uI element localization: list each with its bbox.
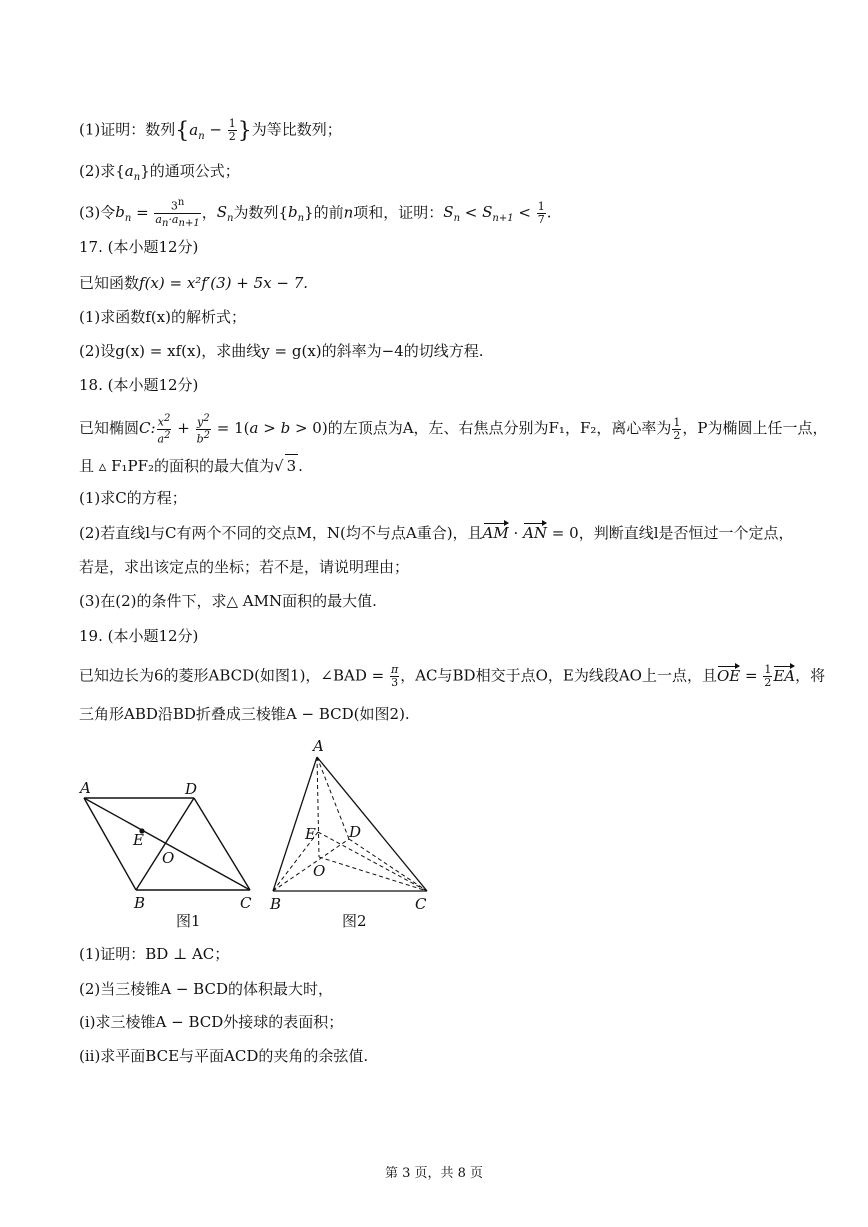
q19-part2: (2)当三棱锥A − BCD的体积最大时， bbox=[79, 980, 333, 998]
q18-header: 18. (本小题12分) bbox=[79, 376, 199, 394]
edge-AB bbox=[273, 757, 317, 891]
q19-part2-ii: (ii)求平面BCE与平面ACD的夹角的余弦值. bbox=[79, 1047, 369, 1065]
diagonal-BD bbox=[136, 798, 194, 890]
diagonal-AC bbox=[84, 798, 250, 890]
label-E: E bbox=[133, 831, 144, 849]
label-C: C bbox=[415, 895, 427, 913]
edge-DC bbox=[349, 839, 427, 891]
label-D: D bbox=[349, 823, 362, 841]
q18-part1: (1)求C的方程； bbox=[79, 489, 187, 507]
label-A: A bbox=[80, 779, 91, 797]
figure-2-caption: 图2 bbox=[342, 912, 367, 930]
q19-stem-line2: 三角形ABD沿BD折叠成三棱锥A − BCD(如图2). bbox=[79, 705, 410, 723]
label-D: D bbox=[185, 780, 198, 798]
label-B: B bbox=[134, 894, 146, 912]
label-C: C bbox=[240, 894, 252, 912]
q18-part2-cont: 若是，求出该定点的坐标；若不是，请说明理由； bbox=[79, 558, 410, 576]
segment-OC bbox=[319, 857, 427, 891]
label-B: B bbox=[270, 895, 282, 913]
q19-part1: (1)证明：BD ⊥ AC； bbox=[79, 945, 230, 963]
q19-stem: 已知边长为6的菱形ABCD(如图1)，∠BAD = $\frac{\pi}{3}$ ，AC与BD相交于点O，E为线段AO上一点，且OE = $\frac{1}{2}$ EA，将 bbox=[79, 663, 826, 689]
q16-part1: (1)证明：数列{$a_n$ − $\frac{1}{2}$ }为等比数列； bbox=[79, 117, 342, 144]
label-O: O bbox=[313, 862, 326, 880]
figure-2-pyramid bbox=[265, 735, 440, 915]
edge-AD bbox=[317, 757, 349, 839]
q19-part2-i: (i)求三棱锥A − BCD外接球的表面积； bbox=[79, 1013, 344, 1031]
q18-stem: 已知椭圆C: $\frac{x^2}{a^2}$ + $\frac{y^2}{b^2}$ = 1(a > b > 0)的左顶点为A，左、右焦点分别为F₁，F₂，离心率为 $\frac{1}{2}$ ，P为椭圆上任一点， bbox=[79, 413, 828, 446]
figure-1-caption: 图1 bbox=[176, 912, 201, 930]
q16-part2: (2)求$\{a_n\}$的通项公式； bbox=[79, 162, 240, 183]
label-O: O bbox=[162, 849, 175, 867]
q18-stem-line2: 且 ▵ F₁PF₂的面积的最大值为√ 3 . bbox=[79, 454, 303, 477]
label-A: A bbox=[313, 737, 324, 755]
q16-part3: (3)令$b_n$ = $\frac{3^n}{a_n\cdot a_{n+1}}$ ，$S_n$为数列$\{b_n\}$的前n项和，证明：$S_n < S_{n+1}$ < $\frac{1}{7}$ . bbox=[79, 197, 552, 229]
q19-header: 19. (本小题12分) bbox=[79, 627, 199, 645]
q18-part3: (3)在(2)的条件下，求△ AMN面积的最大值. bbox=[79, 592, 377, 610]
label-E: E bbox=[305, 825, 316, 843]
q17-part2: (2)设g(x) = xf(x)，求曲线y = g(x)的斜率为−4的切线方程. bbox=[79, 342, 484, 360]
edge-BD bbox=[273, 839, 349, 891]
segment-AO bbox=[317, 757, 319, 857]
q17-part1: (1)求函数f(x)的解析式； bbox=[79, 308, 246, 326]
q18-part2: (2)若直线l与C有两个不同的交点M，N(均不与点A重合)，且AM · AN = 0，判断直线l是否恒过一个定点， bbox=[79, 524, 794, 542]
figure-1-rhombus bbox=[76, 778, 261, 918]
page-footer: 第 3 页，共 8 页 bbox=[384, 1166, 484, 1181]
edge-DC bbox=[194, 798, 250, 890]
q17-stem: 已知函数f(x) = x²f′(3) + 5x − 7. bbox=[79, 274, 309, 292]
edge-AC bbox=[317, 757, 427, 891]
q17-header: 17. (本小题12分) bbox=[79, 238, 199, 256]
